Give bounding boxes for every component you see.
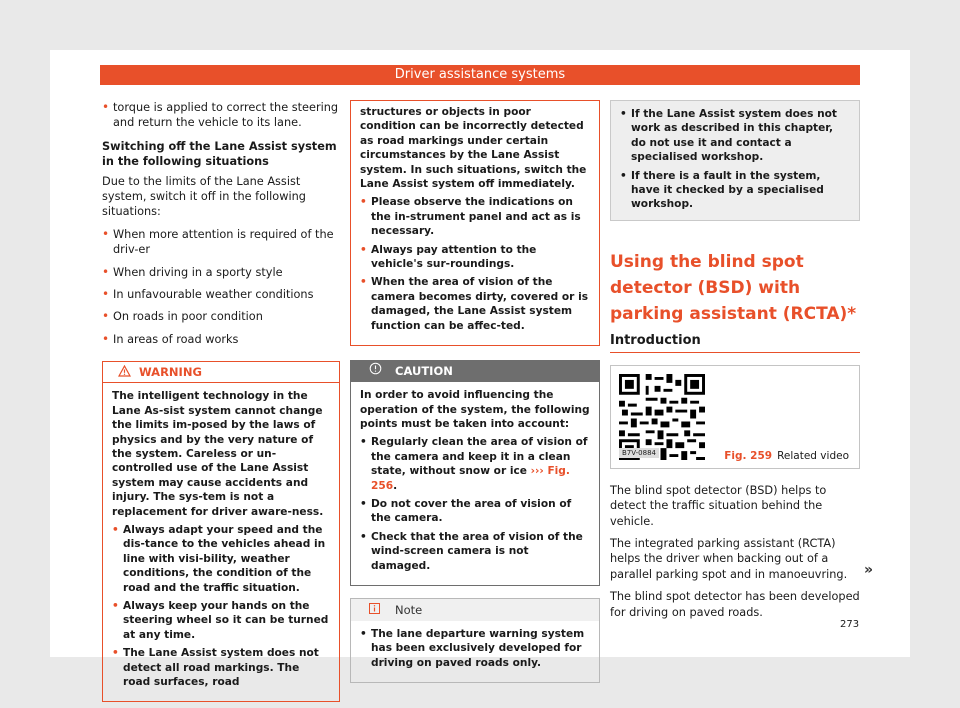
caution-title: CAUTION	[395, 364, 453, 379]
body-paragraph: The integrated parking assistant (RCTA) helps the driver when backing out of a parallel parking spot and in manoeuvring.	[610, 537, 848, 581]
figure-caption-text: Related video	[777, 449, 849, 462]
caution-box	[350, 360, 600, 586]
list-item: • In unfavourable weather conditions	[102, 287, 340, 302]
list-item: • When more attention is required of the driv-er	[102, 227, 340, 258]
warning-bullet: • If the Lane Assist system does not work as described in this chapter, do not use it and contact a specialised workshop.	[620, 107, 850, 165]
body-paragraph: The blind spot detector (BSD) helps to detect the traffic situation behind the vehicle.	[610, 483, 827, 528]
warning-title: WARNING	[139, 365, 202, 380]
caution-bullet-text: Regularly clean the area of vision of the camera and keep it in a clean state, without snow or ice	[371, 436, 588, 478]
section-heading: Switching off the Lane Assist system in the following situations	[102, 139, 337, 169]
list-item: • When driving in a sporty style	[102, 265, 340, 280]
warning-bullet: • Always adapt your speed and the dis-tance to the vehicles ahead in line with visi-bility, weather conditions, the condition of the road and the traffic situation.	[112, 523, 330, 595]
note-title: Note	[395, 602, 423, 617]
page-number: 273	[840, 619, 860, 630]
caution-bullet-end: .	[393, 479, 398, 492]
warning-bullet: • If there is a fault in the system, have it checked by a specialised workshop.	[620, 169, 850, 212]
warning-box-end	[610, 100, 860, 221]
note-text: • The lane departure warning system has been exclusively developed for driving on paved roads only.	[360, 627, 590, 670]
note-box	[350, 598, 600, 683]
figure-259	[610, 365, 860, 469]
warning-bullet: • Always keep your hands on the steering wheel so it can be turned at any time.	[112, 599, 330, 642]
caution-text: In order to avoid influencing the operation of the system, the following points must be taken into account:	[360, 389, 590, 430]
caution-bullet: • Do not cover the area of vision of the camera.	[360, 497, 590, 526]
intro-paragraph: Due to the limits of the Lane Assist system, switch it off in the following situations:	[102, 174, 306, 219]
subsection-title: Introduction	[610, 333, 860, 353]
column-3	[610, 100, 860, 627]
list-item: • On roads in poor condition	[102, 309, 340, 324]
caution-body	[351, 382, 599, 585]
warning-body-continued	[351, 101, 599, 345]
column-1	[102, 100, 340, 702]
figure-caption	[724, 450, 849, 462]
figure-link[interactable]: ››› Fig. 256	[371, 465, 570, 492]
warning-header	[103, 362, 339, 383]
figure-code: B7V-0884	[619, 448, 659, 458]
continue-arrow: »	[864, 562, 874, 578]
info-icon	[369, 599, 380, 621]
warning-triangle-icon	[118, 363, 131, 383]
body-paragraph: The blind spot detector has been developed for driving on paved roads.	[610, 590, 860, 619]
caution-header	[351, 361, 599, 382]
caution-bullet: • Check that the area of vision of the wind-screen camera is not damaged.	[360, 530, 590, 573]
warning-bullet: • Always pay attention to the vehicle's sur-roundings.	[360, 243, 590, 272]
intro-bullet: • torque is applied to correct the steering and return the vehicle to its lane.	[102, 100, 340, 131]
warning-bullet: • The Lane Assist system does not detect all road markings. The road surfaces, road	[112, 646, 330, 689]
column-2	[350, 100, 600, 683]
note-header	[351, 599, 599, 621]
warning-bullet: • When the area of vision of the camera becomes dirty, covered or is damaged, the Lane Assist system function can be affec-ted.	[360, 275, 590, 333]
section-header: Driver assistance systems	[100, 65, 860, 85]
warning-body	[103, 383, 339, 701]
note-body	[351, 621, 599, 682]
list-item: • In areas of road works	[102, 332, 340, 347]
figure-number: Fig. 259	[724, 449, 773, 462]
section-title: Using the blind spot detector (BSD) with parking assistant (RCTA)*	[610, 251, 857, 324]
warning-text-continued: structures or objects in poor condition can be incorrectly detected as road markings under certain circumstances by the Lane Assist system. In such situations, switch the Lane Assist system off immediately.	[360, 106, 587, 191]
warning-box	[102, 361, 340, 702]
warning-box-continued	[350, 100, 600, 346]
warning-text: The intelligent technology in the Lane As-sist system cannot change the limits im-posed by the laws of physics and by the very nature of the system. Careless or un-controlled use of the Lane Assist system may cause accidents and injury. The sys-tem is not a replacement for driver aware-ness.	[112, 390, 324, 518]
caution-bullet	[360, 435, 590, 493]
caution-circle-icon	[369, 361, 382, 382]
warning-bullet: • Please observe the indications on the in-strument panel and act as is necessary.	[360, 195, 590, 238]
